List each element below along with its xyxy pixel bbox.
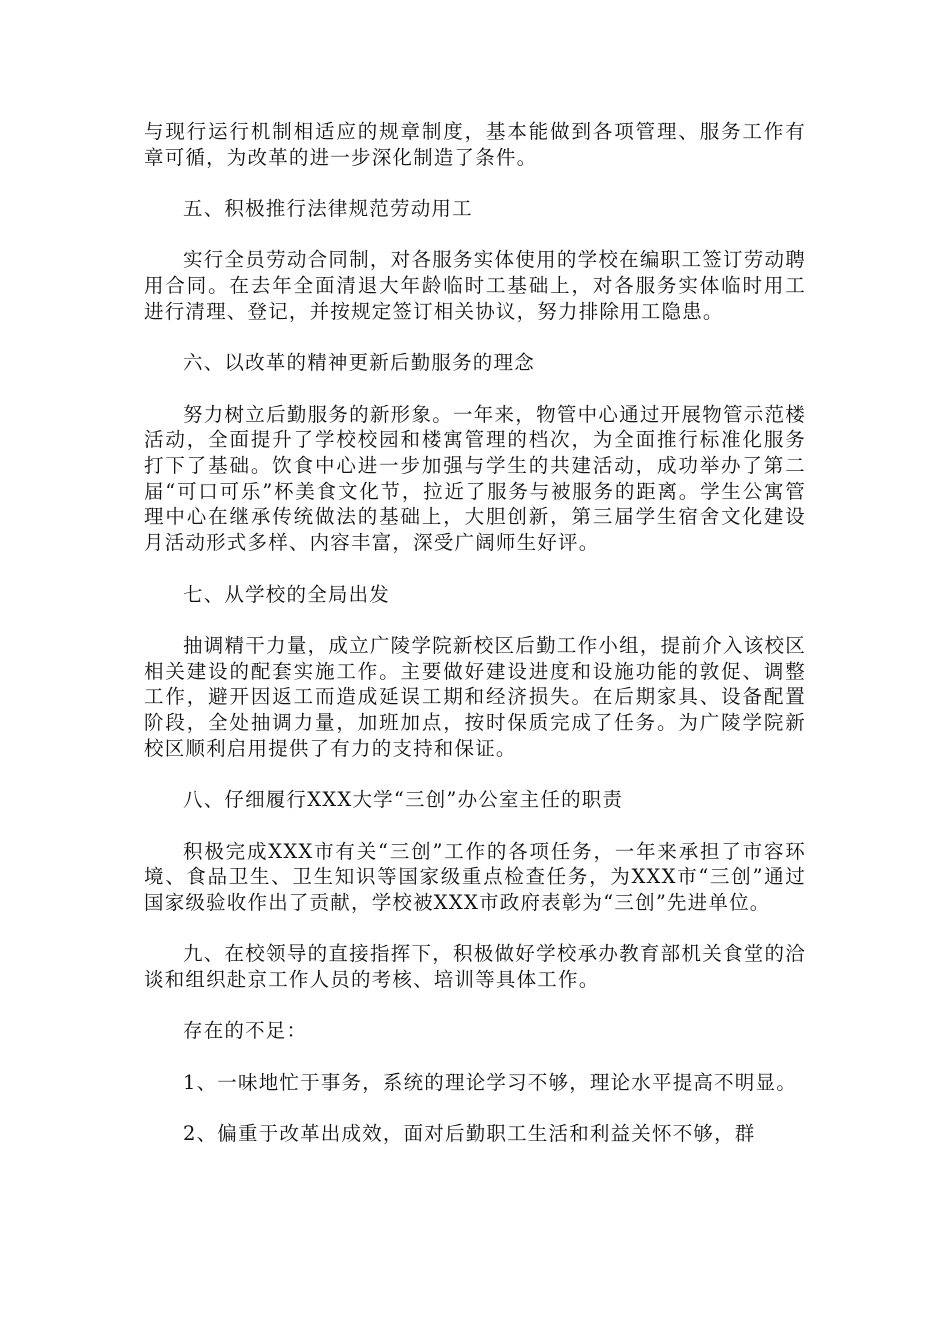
section-heading-8: 八、仔细履行XXX大学“三创”办公室主任的职责 [183,788,624,812]
section-heading-5: 五、积极推行法律规范劳动用工 [183,197,473,221]
paragraph-continued: 与现行运行机制相适应的规章制度，基本能做到各项管理、服务工作有章可循，为改革的进一步深化制造了条件。 [144,120,806,169]
paragraph-new-campus: 抽调精干力量，成立广陵学院新校区后勤工作小组，提前介入该校区相关建设的配套实施工作。主要做好建设进度和设施功能的敦促、调整工作，避开因返工而造成延误工期和经济损失。在后期家具、设备配置阶段，全处抽调力量，加班加点，按时保质完成了任务。为广陵学院新校区顺利启用提供了有力的支持和保证。 [144,633,806,760]
paragraph-three-creations: 积极完成XXX市有关“三创”工作的各项任务，一年来承担了市容环境、食品卫生、卫生知识等国家级重点检查任务，为XXX市“三创”通过国家级验收作出了贡献，学校被XXX市政府表彰为“三创”先进单位。 [144,839,806,914]
paragraph-shortcoming-2: 2、偏重于改革出成效，面对后勤职工生活和利益关怀不够，群 [183,1122,756,1146]
section-heading-7: 七、从学校的全局出发 [183,582,391,606]
paragraph-service-image: 努力树立后勤服务的新形象。一年来，物管中心通过开展物管示范楼活动，全面提升了学校校园和楼寓管理的档次，为全面推行标准化服务打下了基础。饮食中心进一步加强与学生的共建活动，成功举办了第二届“可口可乐”杯美食文化节，拉近了服务与被服务的距离。学生公寓管理中心在继承传统做法的基础上，大胆创新，第三届学生宿舍文化建设月活动形式多样、内容丰富，深受广阔师生好评。 [144,402,806,555]
paragraph-item-9: 九、在校领导的直接指挥下，积极做好学校承办教育部机关食堂的洽谈和组织赴京工作人员的考核、培训等具体工作。 [144,942,806,992]
section-heading-shortcomings: 存在的不足： [183,1019,308,1043]
document-body [144,119,806,1173]
section-heading-6: 六、以改革的精神更新后勤服务的理念 [183,351,535,375]
paragraph-labor-contract: 实行全员劳动合同制，对各服务实体使用的学校在编职工签订劳动聘用合同。在去年全面清退大年龄临时工基础上，对各服务实体临时用工进行清理、登记，并按规定签订相关协议，努力排除用工隐患。 [144,248,806,323]
paragraph-shortcoming-1: 1、一味地忙于事务，系统的理论学习不够，理论水平提高不明显。 [183,1070,797,1094]
